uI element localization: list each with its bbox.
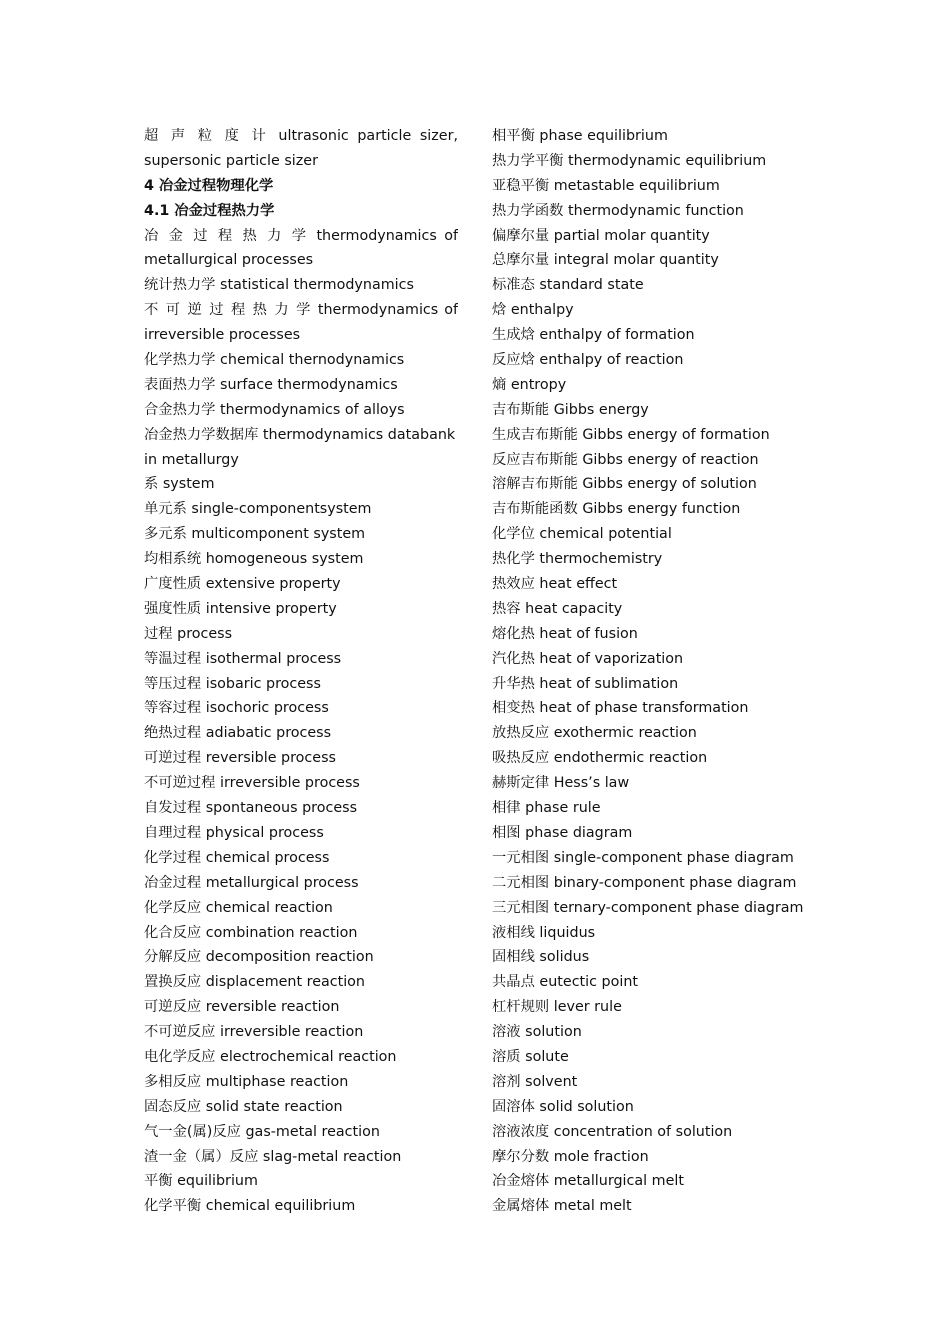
glossary-line: irreversible processes <box>144 327 301 344</box>
glossary-line: 升华热 heat of sublimation <box>492 675 679 692</box>
glossary-line: 可逆反应 reversible reaction <box>144 999 340 1016</box>
glossary-line: 反应吉布斯能 Gibbs energy of reaction <box>492 451 759 468</box>
glossary-line: 过程 process <box>144 625 233 642</box>
glossary-line: 多相反应 multiphase reaction <box>144 1073 349 1090</box>
glossary-line: 化学过程 chemical process <box>144 849 330 866</box>
glossary-line: 溶解吉布斯能 Gibbs energy of solution <box>492 476 757 493</box>
glossary-line: 相图 phase diagram <box>492 824 633 841</box>
glossary-line: 热效应 heat effect <box>492 576 618 593</box>
glossary-line: 置换反应 displacement reaction <box>144 974 365 991</box>
glossary-line: 表面热力学 surface thermodynamics <box>144 376 398 393</box>
glossary-line: 化合反应 combination reaction <box>144 924 358 941</box>
glossary-line: 均相系统 homogeneous system <box>144 551 364 568</box>
glossary-line: 可逆过程 reversible process <box>144 750 336 767</box>
glossary-line: 熔化热 heat of fusion <box>492 625 638 642</box>
glossary-line: 热力学平衡 thermodynamic equilibrium <box>492 152 767 169</box>
glossary-line: supersonic particle sizer <box>144 152 318 169</box>
glossary-line: 焓 enthalpy <box>492 302 574 319</box>
glossary-line: 广度性质 extensive property <box>144 576 341 593</box>
glossary-line: 等压过程 isobaric process <box>144 675 321 692</box>
glossary-line: 冶金热力学数据库 thermodynamics databank <box>144 426 456 443</box>
glossary-line: 强度性质 intensive property <box>144 600 337 617</box>
glossary-line: 自理过程 physical process <box>144 824 324 841</box>
section-heading: 4 冶金过程物理化学 <box>144 177 274 194</box>
glossary-line: 二元相图 binary-component phase diagram <box>492 874 797 891</box>
glossary-line: 分解反应 decomposition reaction <box>144 949 374 966</box>
glossary-line: 溶剂 solvent <box>492 1073 578 1090</box>
glossary-line: 不可逆反应 irreversible reaction <box>144 1024 364 1041</box>
glossary-line: 热化学 thermochemistry <box>492 551 663 568</box>
glossary-line: 系 system <box>144 476 215 493</box>
glossary-line: 等容过程 isochoric process <box>144 700 329 717</box>
glossary-line: 溶液浓度 concentration of solution <box>492 1123 733 1140</box>
glossary-line: 固溶体 solid solution <box>492 1098 634 1115</box>
glossary-line: 超 声 粒 度 计 ultrasonic particle sizer, <box>144 128 458 144</box>
glossary-line: 自发过程 spontaneous process <box>144 800 358 817</box>
left-column <box>144 124 458 1219</box>
glossary-line: 摩尔分数 mole fraction <box>492 1148 649 1165</box>
glossary-line: 杠杆规则 lever rule <box>492 999 622 1016</box>
glossary-line: 生成吉布斯能 Gibbs energy of formation <box>492 426 770 443</box>
glossary-line: 三元相图 ternary-component phase diagram <box>492 899 804 916</box>
glossary-line: 生成焓 enthalpy of formation <box>492 327 695 344</box>
glossary-line: 固态反应 solid state reaction <box>144 1098 343 1115</box>
glossary-line: 金属熔体 metal melt <box>492 1198 632 1215</box>
glossary-line: 共晶点 eutectic point <box>492 974 638 991</box>
glossary-line: 相律 phase rule <box>492 800 601 817</box>
glossary-line: 熵 entropy <box>492 376 567 393</box>
glossary-line: 一元相图 single-component phase diagram <box>492 849 794 866</box>
glossary-line: 多元系 multicomponent system <box>144 526 366 543</box>
right-column <box>492 124 812 1219</box>
glossary-line: 吸热反应 endothermic reaction <box>492 750 708 767</box>
glossary-line: 冶金熔体 metallurgical melt <box>492 1173 684 1190</box>
glossary-line: 单元系 single-componentsystem <box>144 501 372 518</box>
glossary-line: 偏摩尔量 partial molar quantity <box>492 227 710 244</box>
glossary-line: 吉布斯能函数 Gibbs energy function <box>492 501 741 518</box>
glossary-line: 电化学反应 electrochemical reaction <box>144 1048 397 1065</box>
glossary-line: metallurgical processes <box>144 252 314 269</box>
glossary-line: 相变热 heat of phase transformation <box>492 700 749 717</box>
glossary-line: 总摩尔量 integral molar quantity <box>492 252 719 269</box>
glossary-line: 液相线 liquidus <box>492 924 596 941</box>
glossary-line: 平衡 equilibrium <box>144 1173 258 1190</box>
glossary-line: 溶质 solute <box>492 1048 569 1065</box>
section-heading: 4.1 冶金过程热力学 <box>144 202 275 219</box>
glossary-line: 不 可 逆 过 程 热 力 学 thermodynamics of <box>144 302 458 319</box>
glossary-line: in metallurgy <box>144 451 239 468</box>
glossary-line: 绝热过程 adiabatic process <box>144 725 332 742</box>
glossary-line: 亚稳平衡 metastable equilibrium <box>492 177 720 194</box>
glossary-line: 化学反应 chemical reaction <box>144 899 333 916</box>
glossary-line: 统计热力学 statistical thermodynamics <box>144 277 414 294</box>
glossary-line: 标准态 standard state <box>492 277 644 294</box>
glossary-line: 热力学函数 thermodynamic function <box>492 202 744 219</box>
glossary-line: 化学热力学 chemical thernodynamics <box>144 352 405 369</box>
glossary-line: 赫斯定律 Hess’s law <box>492 775 630 792</box>
glossary-line: 放热反应 exothermic reaction <box>492 725 697 742</box>
glossary-line: 化学平衡 chemical equilibrium <box>144 1198 356 1215</box>
glossary-line: 相平衡 phase equilibrium <box>492 128 668 144</box>
glossary-line: 不可逆过程 irreversible process <box>144 775 360 792</box>
glossary-line: 热容 heat capacity <box>492 600 623 617</box>
glossary-line: 反应焓 enthalpy of reaction <box>492 352 684 369</box>
glossary-line: 渣一金（属）反应 slag-metal reaction <box>144 1148 402 1165</box>
glossary-line: 溶液 solution <box>492 1024 582 1041</box>
glossary-line: 气一金(属)反应 gas-metal reaction <box>144 1123 380 1140</box>
glossary-line: 冶 金 过 程 热 力 学 thermodynamics of <box>144 227 458 244</box>
glossary-line: 汽化热 heat of vaporization <box>492 650 684 667</box>
glossary-line: 固相线 solidus <box>492 949 590 966</box>
glossary-line: 吉布斯能 Gibbs energy <box>492 401 649 418</box>
glossary-line: 合金热力学 thermodynamics of alloys <box>144 401 405 418</box>
glossary-line: 化学位 chemical potential <box>492 526 672 543</box>
glossary-line: 冶金过程 metallurgical process <box>144 874 359 891</box>
glossary-line: 等温过程 isothermal process <box>144 650 342 667</box>
